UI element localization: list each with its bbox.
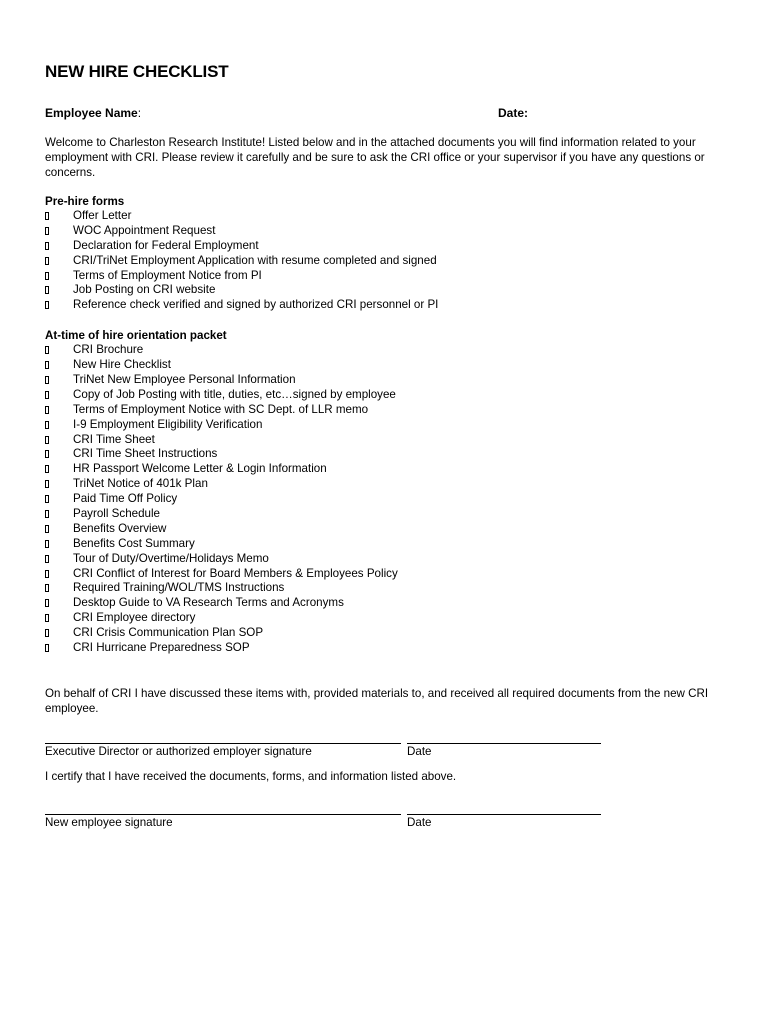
checklist-item-label: Reference check verified and signed by authorized CRI personnel or PI	[73, 298, 439, 312]
checklist-item-label: CRI/TriNet Employment Application with resume completed and signed	[73, 253, 437, 267]
checkbox[interactable]	[45, 242, 49, 250]
checklist-item-label: Copy of Job Posting with title, duties, etc…signed by employee	[73, 387, 396, 401]
employee-date-line[interactable]	[407, 802, 601, 815]
checkbox[interactable]	[45, 406, 49, 414]
checkbox[interactable]	[45, 465, 49, 473]
employee-signature-block	[45, 802, 735, 832]
prehire-heading: Pre-hire forms	[45, 195, 125, 208]
checklist-item	[45, 462, 735, 477]
employee-signature-label: New employee signature	[45, 815, 173, 829]
checklist-item-label: Required Training/WOL/TMS Instructions	[73, 581, 285, 595]
certify-paragraph: I certify that I have received the documents, forms, and information listed above.	[45, 769, 457, 783]
employer-signature-label: Executive Director or authorized employer signature	[45, 744, 312, 758]
checkbox[interactable]	[45, 286, 49, 294]
page-title: NEW HIRE CHECKLIST	[45, 62, 229, 81]
checklist-item-label: CRI Employee directory	[73, 611, 196, 625]
checklist-item	[45, 433, 735, 448]
employee-date-label: Date	[407, 815, 432, 829]
employer-date-label: Date	[407, 744, 432, 758]
checkbox[interactable]	[45, 391, 49, 399]
checklist-item-label: WOC Appointment Request	[73, 223, 216, 237]
employer-signature-line[interactable]	[45, 731, 401, 744]
employer-signature-block	[45, 731, 735, 761]
checkbox[interactable]	[45, 301, 49, 309]
checkbox[interactable]	[45, 480, 49, 488]
checklist-item	[45, 447, 735, 462]
checklist-item-label: New Hire Checklist	[73, 358, 171, 372]
checklist-item	[45, 641, 735, 656]
checklist-item-label: CRI Crisis Communication Plan SOP	[73, 626, 264, 640]
prehire-checklist	[45, 209, 735, 313]
checklist-item-label: Benefits Cost Summary	[73, 536, 195, 550]
checkbox[interactable]	[45, 510, 49, 518]
checklist-item-label: CRI Time Sheet Instructions	[73, 447, 218, 461]
checkbox[interactable]	[45, 436, 49, 444]
checklist-item	[45, 507, 735, 522]
checkbox[interactable]	[45, 555, 49, 563]
employee-signature-line[interactable]	[45, 802, 401, 815]
checklist-item-label: Terms of Employment Notice with SC Dept. of LLR memo	[73, 402, 369, 416]
checkbox[interactable]	[45, 525, 49, 533]
checklist-item	[45, 552, 735, 567]
checklist-item	[45, 596, 735, 611]
checkbox[interactable]	[45, 540, 49, 548]
checklist-item	[45, 418, 735, 433]
checkbox[interactable]	[45, 346, 49, 354]
checklist-item-label: CRI Hurricane Preparedness SOP	[73, 641, 250, 655]
checklist-item	[45, 209, 735, 224]
checkbox[interactable]	[45, 272, 49, 280]
checklist-item	[45, 537, 735, 552]
checklist-item	[45, 567, 735, 582]
employee-info-row	[45, 106, 735, 122]
checkbox[interactable]	[45, 450, 49, 458]
employer-date-line[interactable]	[407, 731, 601, 744]
checklist-item	[45, 343, 735, 358]
checkbox[interactable]	[45, 599, 49, 607]
employee-name-field[interactable]	[45, 106, 141, 120]
checklist-item-label: Job Posting on CRI website	[73, 283, 216, 297]
orientation-heading: At-time of hire orientation packet	[45, 329, 227, 343]
checklist-item-label: Declaration for Federal Employment	[73, 238, 259, 252]
checklist-item	[45, 477, 735, 492]
checklist-item	[45, 611, 735, 626]
checklist-item-label: Terms of Employment Notice from PI	[73, 268, 262, 282]
checklist-item-label: Paid Time Off Policy	[73, 492, 178, 506]
checklist-item	[45, 492, 735, 507]
checklist-item	[45, 358, 735, 373]
checkbox[interactable]	[45, 584, 49, 592]
checkbox[interactable]	[45, 614, 49, 622]
checklist-item-label: CRI Brochure	[73, 343, 144, 357]
checklist-item-label: CRI Conflict of Interest for Board Members & Employees Policy	[73, 566, 398, 580]
checkbox[interactable]	[45, 212, 49, 220]
document-page	[45, 62, 735, 832]
acknowledgement-paragraph: On behalf of CRI I have discussed these items with, provided materials to, and received all required documents from the new CRI employee.	[45, 686, 709, 715]
checklist-item	[45, 581, 735, 596]
checklist-item-label: TriNet Notice of 401k Plan	[73, 477, 208, 491]
checkbox[interactable]	[45, 570, 49, 578]
checklist-item	[45, 254, 735, 269]
checklist-item-label: Desktop Guide to VA Research Terms and Acronyms	[73, 596, 344, 610]
checklist-item-label: Benefits Overview	[73, 521, 167, 535]
checklist-item	[45, 269, 735, 284]
checklist-item	[45, 283, 735, 298]
checklist-item-label: CRI Time Sheet	[73, 432, 155, 446]
checklist-item	[45, 373, 735, 388]
checklist-item-label: HR Passport Welcome Letter & Login Information	[73, 462, 327, 476]
checklist-item	[45, 403, 735, 418]
checkbox[interactable]	[45, 361, 49, 369]
checkbox[interactable]	[45, 376, 49, 384]
employee-name-label: Employee Name	[45, 106, 138, 120]
checklist-item	[45, 626, 735, 641]
checklist-item-label: I-9 Employment Eligibility Verification	[73, 417, 263, 431]
checklist-item-label: Tour of Duty/Overtime/Holidays Memo	[73, 551, 269, 565]
checklist-item	[45, 522, 735, 537]
checklist-item	[45, 388, 735, 403]
checklist-item	[45, 239, 735, 254]
checkbox[interactable]	[45, 629, 49, 637]
checklist-item	[45, 224, 735, 239]
date-label[interactable]: Date:	[498, 106, 529, 120]
orientation-checklist	[45, 343, 735, 656]
employee-name-colon: :	[137, 106, 142, 120]
checkbox[interactable]	[45, 495, 49, 503]
checklist-item-label: Offer Letter	[73, 209, 132, 222]
checkbox[interactable]	[45, 257, 49, 265]
checklist-item-label: Payroll Schedule	[73, 507, 161, 521]
intro-paragraph: Welcome to Charleston Research Institute! Listed below and in the attached documents you will find information related to your employment with CRI. Please review it carefully and be sure to ask the CRI office or your supervisor if you have any questions or concerns.	[45, 136, 705, 179]
checkbox[interactable]	[45, 227, 49, 235]
checkbox[interactable]	[45, 644, 49, 652]
checkbox[interactable]	[45, 421, 49, 429]
checklist-item	[45, 298, 735, 313]
checklist-item-label: TriNet New Employee Personal Information	[73, 373, 296, 387]
